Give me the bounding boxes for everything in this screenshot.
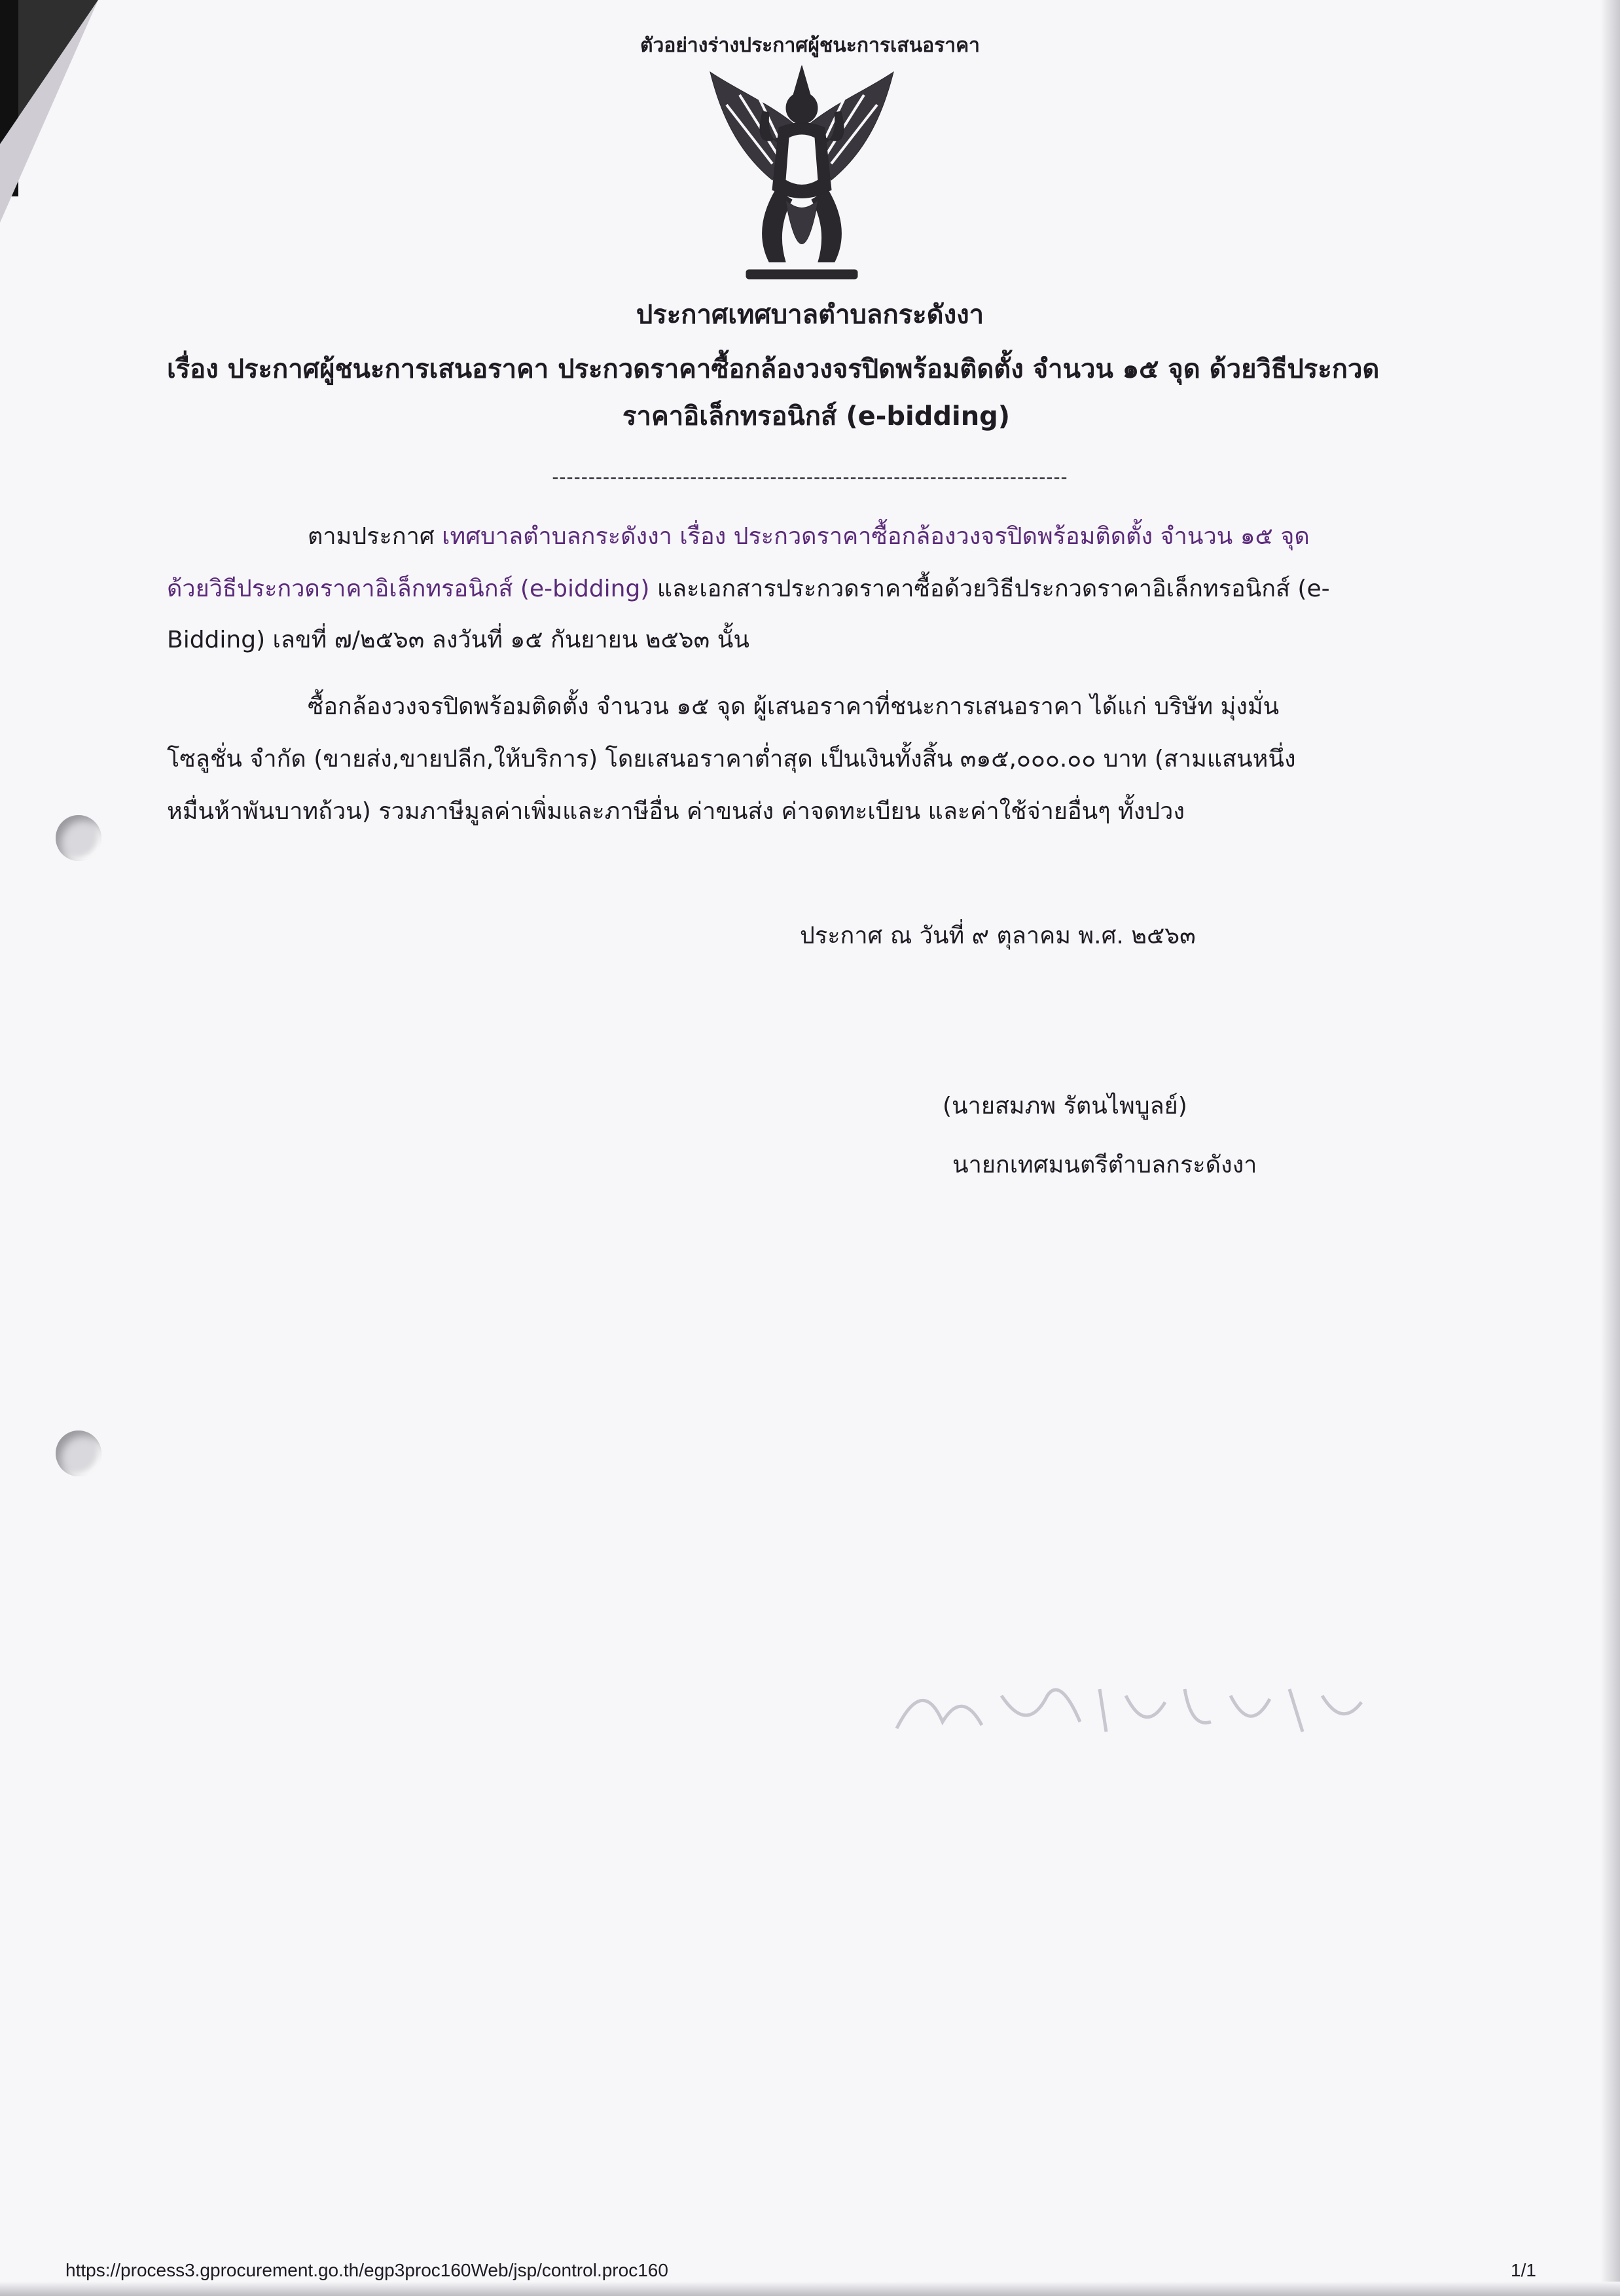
punch-hole (56, 1430, 101, 1476)
footer-page-number: 1/1 (1511, 2260, 1536, 2280)
para1-docs: และเอกสารประกวดราคาซื้อด้วยวิธีประกวดราคาอิเล็กทรอนิกส์ (e- (649, 575, 1330, 602)
para1-method: ด้วยวิธีประกวดราคาอิเล็กทรอนิกส์ (e-bidding) (167, 575, 650, 602)
para2-line2: โซลูชั่น จำกัด (ขายส่ง,ขายปลีก,ให้บริการ) โดยเสนอราคาต่ำสุด เป็นเงินทั้งสิ้น ๓๑๕,๐๐๐.๐๐ บาท (สามแสนหนึ่ง (167, 746, 1296, 773)
signer-position: นายกเทศมนตรีตำบลกระดังงา (952, 1152, 1257, 1178)
para1-lead: ตามประกาศ (308, 523, 442, 550)
footer-url: https://process3.gprocurement.go.th/egp3proc160Web/jsp/control.proc160 (65, 2260, 668, 2280)
page-edge-shadow (1600, 0, 1620, 2296)
page-bottom-shadow (0, 2282, 1620, 2296)
subject-line-2: ราคาอิเล็กทรอนิกส์ (e-bidding) (622, 401, 1011, 431)
subject-heading (167, 346, 1476, 431)
para1-line3: Bidding) เลขที่ ๗/๒๕๖๓ ลงวันที่ ๑๕ กันยายน ๒๕๖๓ นั้น (167, 627, 749, 653)
document-title: ประกาศเทศบาลตำบลกระดังงา (636, 300, 984, 330)
garuda-emblem-icon (700, 65, 903, 288)
para2-line3: หมื่นห้าพันบาทถ้วน) รวมภาษีมูลค่าเพิ่มและภาษีอื่น ค่าขนส่ง ค่าจดทะเบียน และค่าใช้จ่ายอื่นๆ ทั้งปวง (167, 798, 1185, 825)
handwritten-mark (884, 1650, 1381, 1755)
para2-line1: ซื้อกล้องวงจรปิดพร้อมติดตั้ง จำนวน ๑๕ จุด ผู้เสนอราคาที่ชนะการเสนอราคา ได้แก่ บริษัท มุ่งมั่น (308, 693, 1280, 720)
para1-subject: เทศบาลตำบลกระดังงา เรื่อง ประกวดราคาซื้อกล้องวงจรปิดพร้อมติดตั้ง จำนวน ๑๕ จุด (442, 523, 1310, 550)
para1-line2 (167, 576, 1330, 602)
separator-line: ----------------------------------------------------------------------- (552, 466, 1068, 488)
subject-line-1: เรื่อง ประกาศผู้ชนะการเสนอราคา ประกวดราคาซื้อกล้องวงจรปิดพร้อมติดตั้ง จำนวน ๑๕ จุด ด้วยวิธีประกวด (167, 354, 1380, 384)
announcement-date: ประกาศ ณ วันที่ ๙ ตุลาคม พ.ศ. ๒๕๖๓ (800, 922, 1196, 949)
punch-hole (56, 815, 101, 861)
top-caption: ตัวอย่างร่างประกาศผู้ชนะการเสนอราคา (640, 34, 980, 57)
para1-line1 (308, 524, 1310, 550)
signer-name: (นายสมภพ รัตนไพบูลย์) (943, 1093, 1187, 1120)
